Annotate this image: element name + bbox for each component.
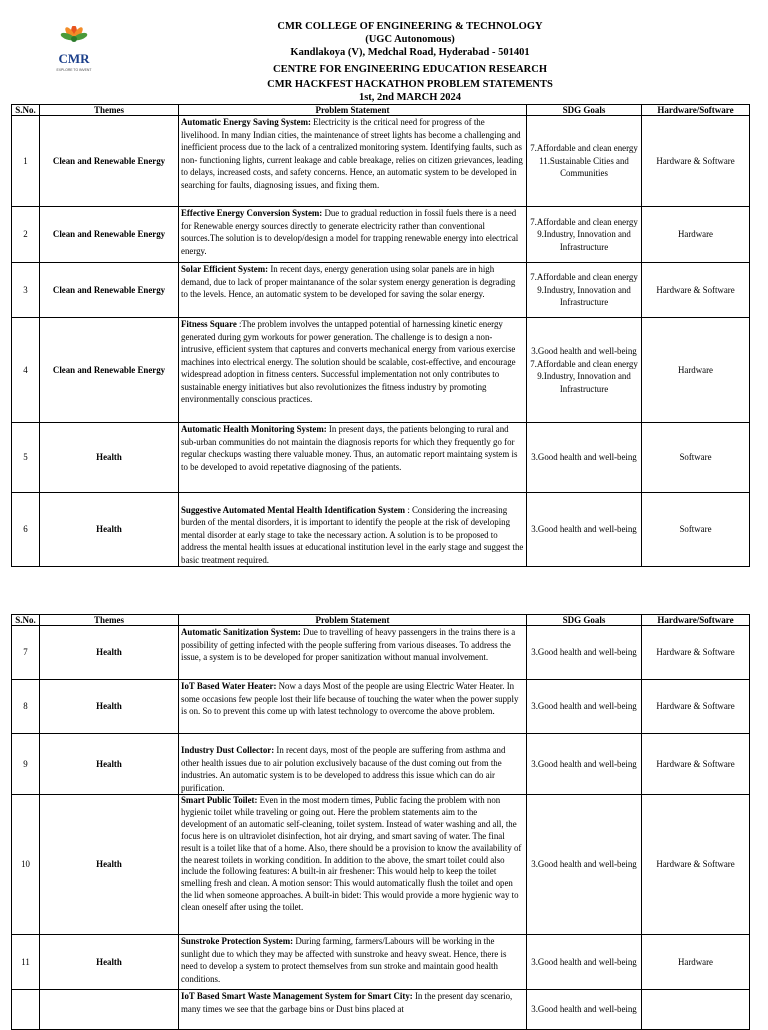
event-title: CMR HACKFEST HACKATHON PROBLEM STATEMENTS bbox=[267, 79, 553, 90]
col-sno: S.No. bbox=[12, 105, 40, 116]
problem-title: Industry Dust Collector: bbox=[181, 745, 275, 755]
row-sdg bbox=[527, 680, 642, 734]
row-problem bbox=[179, 626, 527, 680]
col-problem: Problem Statement bbox=[179, 105, 527, 116]
row-theme: Health bbox=[40, 423, 179, 493]
col-sdg: SDG Goals bbox=[527, 105, 642, 116]
row-problem bbox=[179, 680, 527, 734]
row-sdg bbox=[527, 626, 642, 680]
sdg-item: 7.Affordable and clean energy bbox=[530, 216, 638, 227]
row-sdg bbox=[527, 116, 642, 207]
row-sno: 1 bbox=[12, 116, 40, 207]
svg-text:EXPLORE TO INVENT: EXPLORE TO INVENT bbox=[56, 68, 92, 72]
row-theme: Clean and Renewable Energy bbox=[40, 207, 179, 263]
table-header-row bbox=[12, 105, 750, 116]
col-problem: Problem Statement bbox=[179, 615, 527, 626]
sdg-item: 7.Affordable and clean energy bbox=[530, 143, 638, 154]
row-sno: 8 bbox=[12, 680, 40, 734]
row-sdg bbox=[527, 734, 642, 795]
college-status: (UGC Autonomous) bbox=[365, 34, 455, 45]
table-row bbox=[12, 263, 750, 318]
sdg-item: 11.Sustainable Cities and Communities bbox=[539, 155, 629, 179]
row-sno: 10 bbox=[12, 795, 40, 935]
problem-text: During farming, farmers/Labours will be working in the sunlight due to which they may be affected with sunstroke and heavy sweat. Hence, there is need to develop a system to protect themselves from sun stroke and maintain good health conditions. bbox=[181, 936, 507, 984]
problem-text: In recent days, energy generation using solar panels are in high demand, due to lack of proper maintanance of the solar system energy generation is degrading to the levels. Hence, an automatic system to be developed for saving the solar energy. bbox=[181, 264, 516, 299]
row-theme: Clean and Renewable Energy bbox=[40, 263, 179, 318]
row-problem bbox=[179, 423, 527, 493]
table-row bbox=[12, 318, 750, 423]
row-hw: Hardware & Software bbox=[642, 734, 750, 795]
col-themes: Themes bbox=[40, 615, 179, 626]
row-sdg bbox=[527, 423, 642, 493]
row-sdg bbox=[527, 263, 642, 318]
row-sno: 4 bbox=[12, 318, 40, 423]
row-hw: Software bbox=[642, 423, 750, 493]
row-problem bbox=[179, 493, 527, 567]
col-hw: Hardware/Software bbox=[642, 615, 750, 626]
row-theme: Clean and Renewable Energy bbox=[40, 116, 179, 207]
row-theme: Health bbox=[40, 493, 179, 567]
problem-text: In present days, the patients belonging to rural and sub-urban communities do not maintain the diagnosis reports for which they frequently go for regular checkups wasting there valuable money. Thus, an automatic report maintaing system is to be developed to avoid repetative diagnosing of the patients. bbox=[181, 424, 518, 472]
sdg-item: 3.Good health and well-being bbox=[531, 524, 637, 535]
row-theme: Clean and Renewable Energy bbox=[40, 318, 179, 423]
row-sno: 7 bbox=[12, 626, 40, 680]
row-theme: Health bbox=[40, 734, 179, 795]
cmr-logo bbox=[50, 26, 98, 74]
col-themes: Themes bbox=[40, 105, 179, 116]
table-row bbox=[12, 116, 750, 207]
row-problem bbox=[179, 263, 527, 318]
sdg-item: 3.Good health and well-being bbox=[531, 956, 637, 967]
problem-text: Even in the most modern times, Public facing the problem with non hygienic toilet while traveling or going out. Here the problem statements aim to the development of an automatic self-cleaning, toilet system. Instead of water washing and all, the focus here is on ultraviolet disinfection, hot air drying, and smart saving of water. The final result is a toilet like that of a home. Also, there should be a provision to know the availability of the nearest toilets in working condition. In addition to the above, the smart toilet could also include the following features: A built-in air freshener: This would help to keep the toilet smelling fresh and clean. A motion sensor: This would automatically flush the toilet and open the lid when someone approaches. A built-in bidet: This would provide a more hygienic way to clean oneself after using the toilet. bbox=[181, 795, 522, 913]
sdg-item: 3.Good health and well-being bbox=[531, 452, 637, 463]
row-hw: Hardware & Software bbox=[642, 626, 750, 680]
sdg-item: 9.Industry, Innovation and Infrastructure bbox=[537, 371, 631, 394]
row-sno: 2 bbox=[12, 207, 40, 263]
row-problem bbox=[179, 795, 527, 935]
college-name: CMR COLLEGE OF ENGINEERING & TECHNOLOGY bbox=[277, 21, 543, 32]
col-hw: Hardware/Software bbox=[642, 105, 750, 116]
sdg-item: 7.Affordable and clean energy bbox=[530, 272, 638, 283]
problem-title: Automatic Sanitization System: bbox=[181, 627, 301, 637]
row-problem bbox=[179, 207, 527, 263]
college-address: Kandlakoya (V), Medchal Road, Hyderabad - 501401 bbox=[290, 47, 530, 58]
sdg-item: 3.Good health and well-being bbox=[531, 701, 637, 712]
svg-text:CMR: CMR bbox=[58, 51, 90, 66]
row-sno: 11 bbox=[12, 935, 40, 990]
row-sdg bbox=[527, 935, 642, 990]
document-header bbox=[0, 0, 768, 104]
row-sdg bbox=[527, 493, 642, 567]
problem-text: Due to gradual reduction in fossil fuels there is a need for Renewable energy sources directly to generate electricity rather than conventional sources.The solution is to develop/design a model for trapping renewable energy into electrical energy. bbox=[181, 208, 519, 256]
row-problem bbox=[179, 935, 527, 990]
problem-title: Automatic Energy Saving System: bbox=[181, 117, 311, 127]
row-sno: 3 bbox=[12, 263, 40, 318]
problem-table-2 bbox=[11, 614, 750, 1030]
row-theme: Health bbox=[40, 626, 179, 680]
table-header-row bbox=[12, 615, 750, 626]
problem-text: : Considering the increasing burden of the mental disorders, it is important to identify the people at the risk of developing mental disorder at early stage to take the necessary action. A solution is to be proposed to address the mental health issues at educational institution level in the early stage and suggest the basic treatment required. bbox=[181, 504, 524, 565]
row-theme: Health bbox=[40, 680, 179, 734]
table-row bbox=[12, 795, 750, 935]
row-hw: Hardware bbox=[642, 207, 750, 263]
sdg-item: 7.Affordable and clean energy bbox=[530, 358, 638, 369]
event-dates: 1st, 2nd MARCH 2024 bbox=[358, 92, 462, 103]
col-sdg: SDG Goals bbox=[527, 615, 642, 626]
sdg-item: 9.Industry, Innovation and Infrastructure bbox=[537, 284, 631, 308]
sdg-item: 3.Good health and well-being bbox=[531, 1004, 637, 1015]
row-hw: Hardware & Software bbox=[642, 795, 750, 935]
row-sno: 5 bbox=[12, 423, 40, 493]
table-row bbox=[12, 680, 750, 734]
sdg-item: 3.Good health and well-being bbox=[531, 346, 637, 356]
table-row bbox=[12, 935, 750, 990]
problem-text: In recent days, most of the people are suffering from asthma and other health issues due to air polution exclusively bacause of the dust coming out from the industries. An automatic system is to be developed to address this issue which can do air purification. bbox=[181, 745, 506, 793]
row-problem bbox=[179, 318, 527, 423]
problem-title: IoT Based Smart Waste Management System for Smart City: bbox=[181, 991, 413, 1001]
problem-table-1 bbox=[11, 104, 750, 567]
row-theme: Health bbox=[40, 935, 179, 990]
table-row bbox=[12, 207, 750, 263]
row-hw: Software bbox=[642, 493, 750, 567]
row-theme: Health bbox=[40, 795, 179, 935]
sdg-item: 3.Good health and well-being bbox=[531, 859, 637, 870]
sdg-item: 9.Industry, Innovation and Infrastructure bbox=[537, 229, 631, 252]
table-row bbox=[12, 423, 750, 493]
problem-text: :The problem involves the untapped potential of harnessing kinetic energy generated during gym workouts for power generation. The challenge is to design a non-intrusive, efficient system that captures and converts mechanical energy from various exercise machines into electrical energy. The solution should be scalable, cost-effective, and encourage widespread adoption in fitness centers. Successful implementation not only contributes to sustainable energy initiatives but also revolutionizes the fitness industry by promoting environmentally conscious practices. bbox=[181, 319, 516, 404]
problem-title: Smart Public Toilet: bbox=[181, 795, 258, 805]
sdg-item: 3.Good health and well-being bbox=[531, 647, 637, 658]
problem-text: In the present day scenario, many times we see that the garbage bins or Dust bins placed at bbox=[181, 991, 513, 1014]
problem-title: Sunstroke Protection System: bbox=[181, 936, 294, 946]
row-hw: Hardware bbox=[642, 318, 750, 423]
problem-title: Solar Efficient System: bbox=[181, 264, 269, 274]
row-sno: 6 bbox=[12, 493, 40, 567]
problem-title: Automatic Health Monitoring System: bbox=[181, 424, 327, 434]
problem-title: IoT Based Water Heater: bbox=[181, 681, 277, 691]
problem-text: Due to travelling of heavy passengers in the trains there is a possibility of getting infected with the people suffering from various diseases. To address the issue, a system is to be developed for proper sanitization without manual involvement. bbox=[181, 627, 516, 662]
problem-title: Suggestive Automated Mental Health Identification System bbox=[181, 504, 406, 515]
row-problem bbox=[179, 116, 527, 207]
centre-name: CENTRE FOR ENGINEERING EDUCATION RESEARCH bbox=[272, 64, 547, 75]
problem-title: Effective Energy Conversion System: bbox=[181, 208, 323, 218]
table-row bbox=[12, 626, 750, 680]
problem-title: Fitness Square bbox=[181, 319, 237, 329]
problem-text: Now a days Most of the people are using Electric Water Heater. In some occasions few people lost their life because of touching the water when the power supply is on. So to prevent this come up with latest technology to overcome the above problem. bbox=[181, 681, 519, 716]
problem-text: Electricity is the critical need for progress of the livelihood. In many Indian cities, the maintenance of street lights has become a challenging and inefficient process due to the lack of a centralized monitoring system. Identifying faults, such as non- functioning lights, current leakage and cable breakage, relies on citizen grievances, leading to delays, increased costs, and safety concerns. Hence, an automatic system to be developed in searching for faults, diagnosing issues, and fixing them. bbox=[181, 117, 523, 190]
row-hw: Hardware & Software bbox=[642, 263, 750, 318]
row-hw: Hardware & Software bbox=[642, 116, 750, 207]
row-sno: 9 bbox=[12, 734, 40, 795]
row-sdg bbox=[527, 318, 642, 423]
row-problem bbox=[179, 734, 527, 795]
row-sdg bbox=[527, 795, 642, 935]
row-hw: Hardware bbox=[642, 935, 750, 990]
table-row bbox=[12, 734, 750, 795]
sdg-item: 3.Good health and well-being bbox=[531, 758, 637, 769]
table-row bbox=[12, 493, 750, 567]
row-sdg bbox=[527, 207, 642, 263]
row-hw: Hardware & Software bbox=[642, 680, 750, 734]
col-sno: S.No. bbox=[12, 615, 40, 626]
